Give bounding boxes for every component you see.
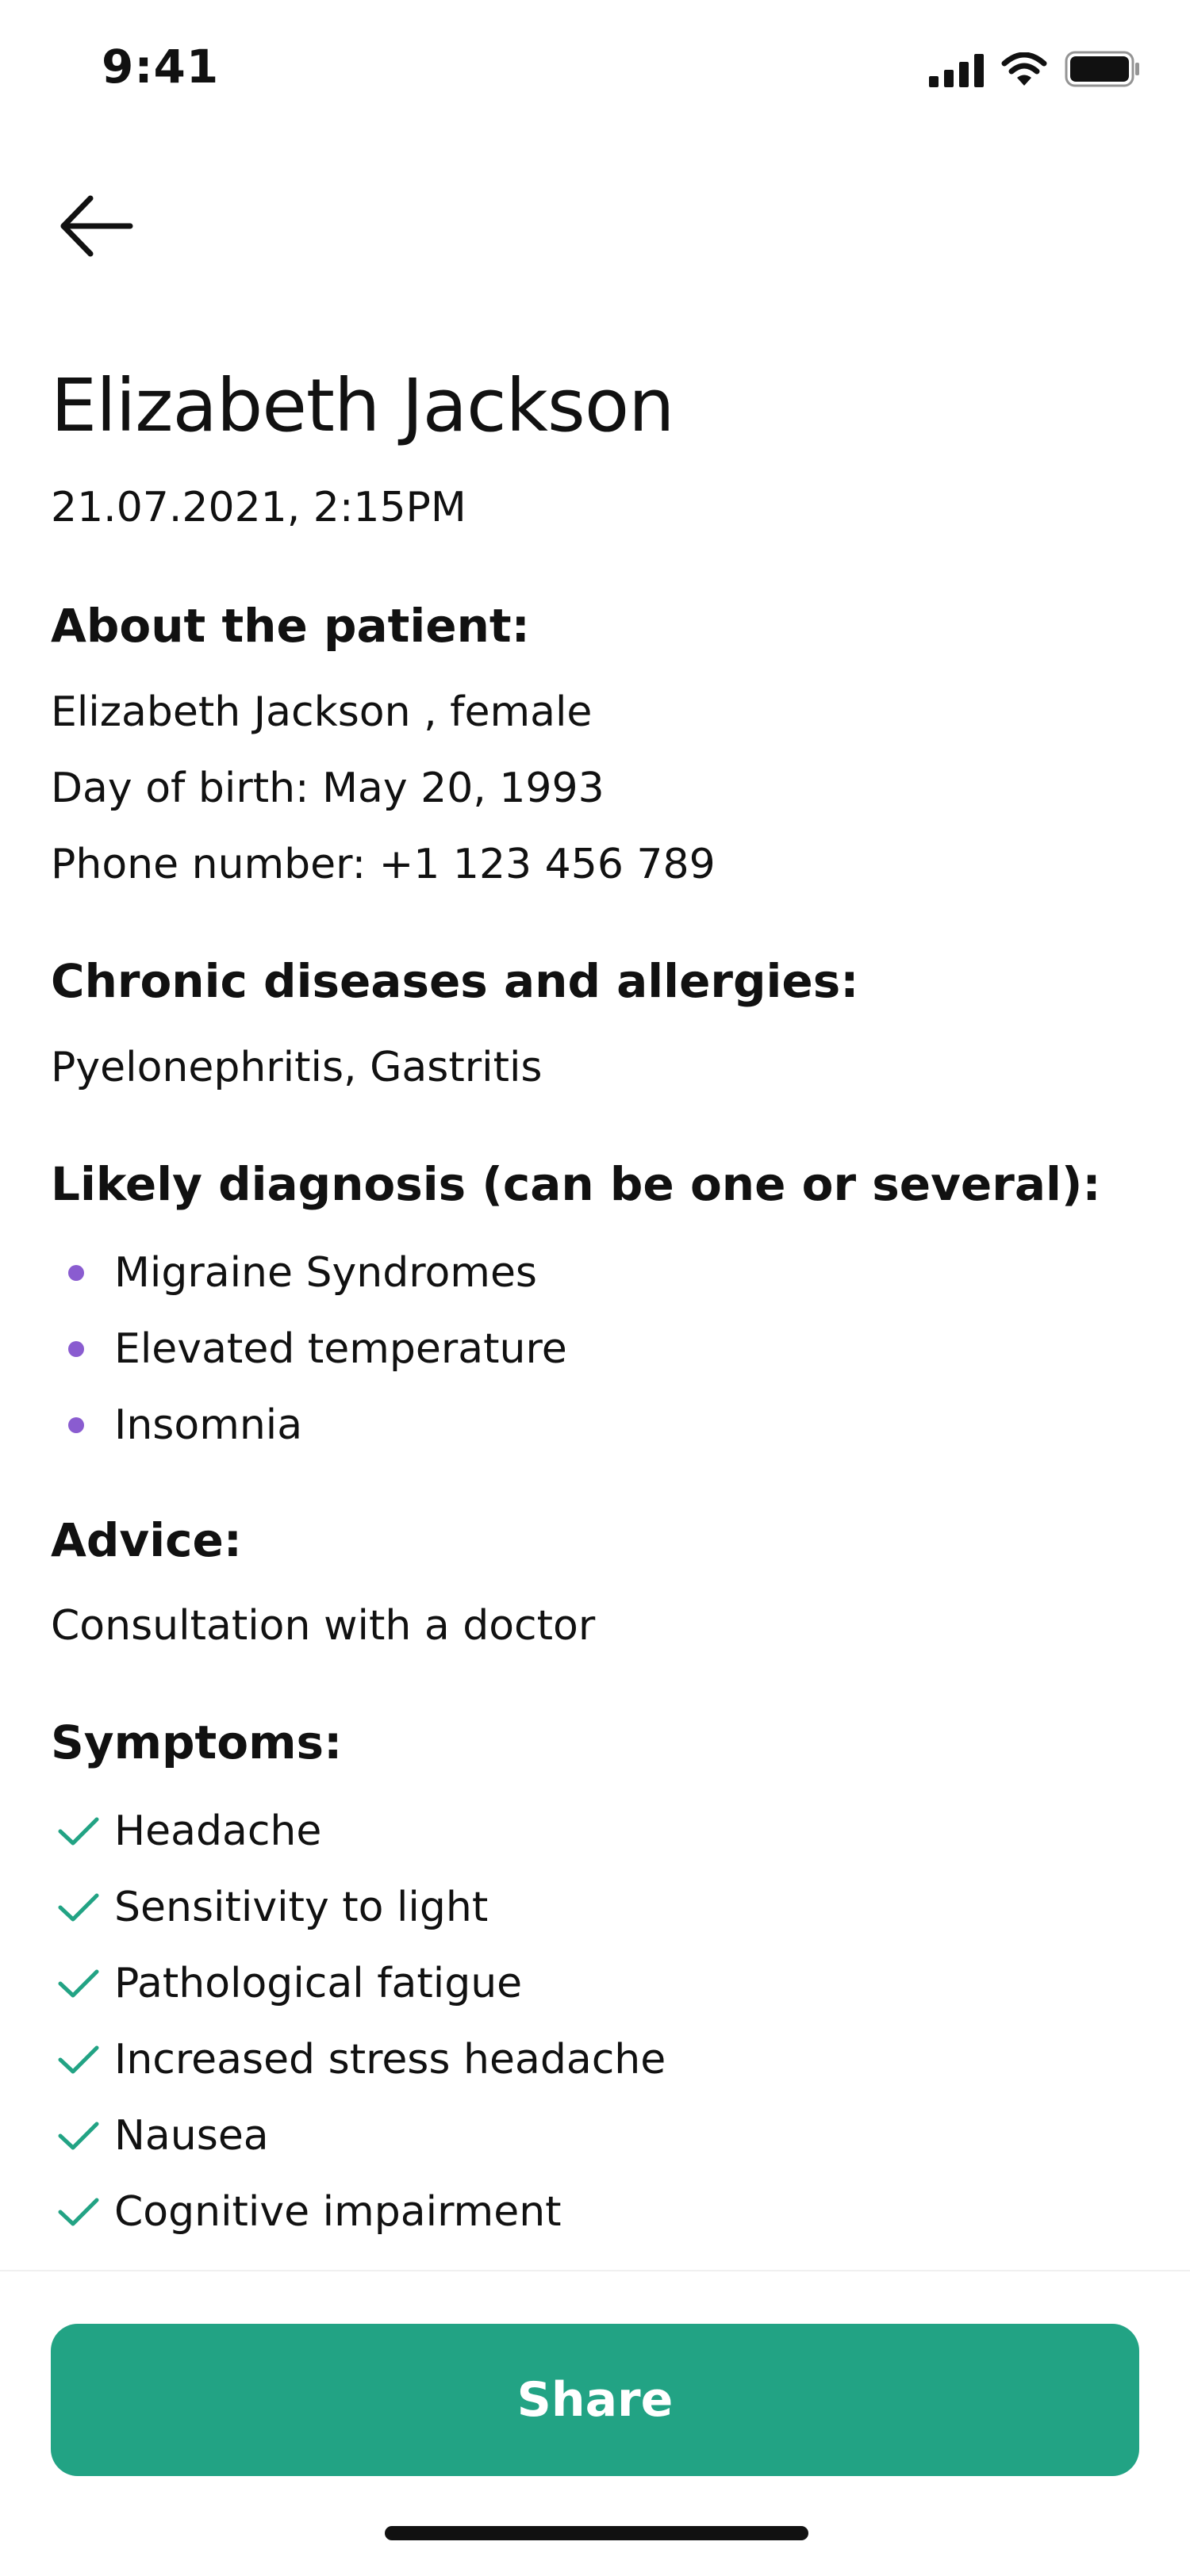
symptom-item xyxy=(51,1956,522,2011)
chronic-heading: Chronic diseases and allergies: xyxy=(51,954,859,1008)
bullet-dot-icon xyxy=(68,1417,84,1433)
about-heading: About the patient: xyxy=(51,599,530,653)
home-indicator xyxy=(385,2526,808,2540)
checkmark-icon xyxy=(57,1892,100,1923)
symptom-item xyxy=(51,2108,269,2164)
patient-birthdate: Day of birth: May 20, 1993 xyxy=(51,765,605,812)
bullet-dot-icon xyxy=(68,1341,84,1357)
share-button[interactable]: Share xyxy=(51,2324,1139,2476)
symptom-label: Cognitive impairment xyxy=(114,2188,562,2236)
wifi-icon xyxy=(1001,52,1047,87)
patient-phone: Phone number: +1 123 456 789 xyxy=(51,841,716,888)
page-title: Elizabeth Jackson xyxy=(51,363,674,448)
checkmark-icon xyxy=(57,2044,100,2076)
report-datetime: 21.07.2021, 2:15PM xyxy=(51,484,466,531)
diagnosis-label: Elevated temperature xyxy=(114,1325,567,1373)
diagnosis-item xyxy=(51,1397,302,1453)
symptom-label: Nausea xyxy=(114,2112,269,2160)
bullet-dot-icon xyxy=(68,1265,84,1281)
symptom-item xyxy=(51,2184,562,2240)
diagnosis-label: Insomnia xyxy=(114,1401,303,1449)
checkmark-icon xyxy=(57,1815,100,1847)
symptom-item xyxy=(51,1804,321,1859)
diagnosis-item xyxy=(51,1245,537,1301)
chronic-text: Pyelonephritis, Gastritis xyxy=(51,1044,543,1091)
advice-heading: Advice: xyxy=(51,1513,243,1567)
diagnosis-heading: Likely diagnosis (can be one or several): xyxy=(51,1157,1101,1211)
status-time: 9:41 xyxy=(102,40,220,94)
battery-icon xyxy=(1065,51,1141,87)
diagnosis-label: Migraine Syndromes xyxy=(114,1249,538,1297)
checkmark-icon xyxy=(57,2196,100,2228)
symptom-label: Headache xyxy=(114,1807,322,1855)
symptom-label: Sensitivity to light xyxy=(114,1884,489,1931)
symptom-label: Pathological fatigue xyxy=(114,1960,523,2007)
diagnosis-item xyxy=(51,1321,567,1377)
checkmark-icon xyxy=(57,2120,100,2152)
patient-name-gender: Elizabeth Jackson , female xyxy=(51,688,593,736)
arrow-left-icon xyxy=(56,190,135,262)
status-bar xyxy=(0,0,1190,143)
cellular-signal-icon xyxy=(929,52,984,87)
advice-text: Consultation with a doctor xyxy=(51,1602,596,1650)
symptom-label: Increased stress headache xyxy=(114,2036,666,2083)
symptoms-heading: Symptoms: xyxy=(51,1715,343,1769)
checkmark-icon xyxy=(57,1968,100,1999)
back-button[interactable] xyxy=(56,190,143,270)
status-icons xyxy=(929,51,1141,87)
symptom-item xyxy=(51,1880,488,1935)
symptom-item xyxy=(51,2032,666,2087)
